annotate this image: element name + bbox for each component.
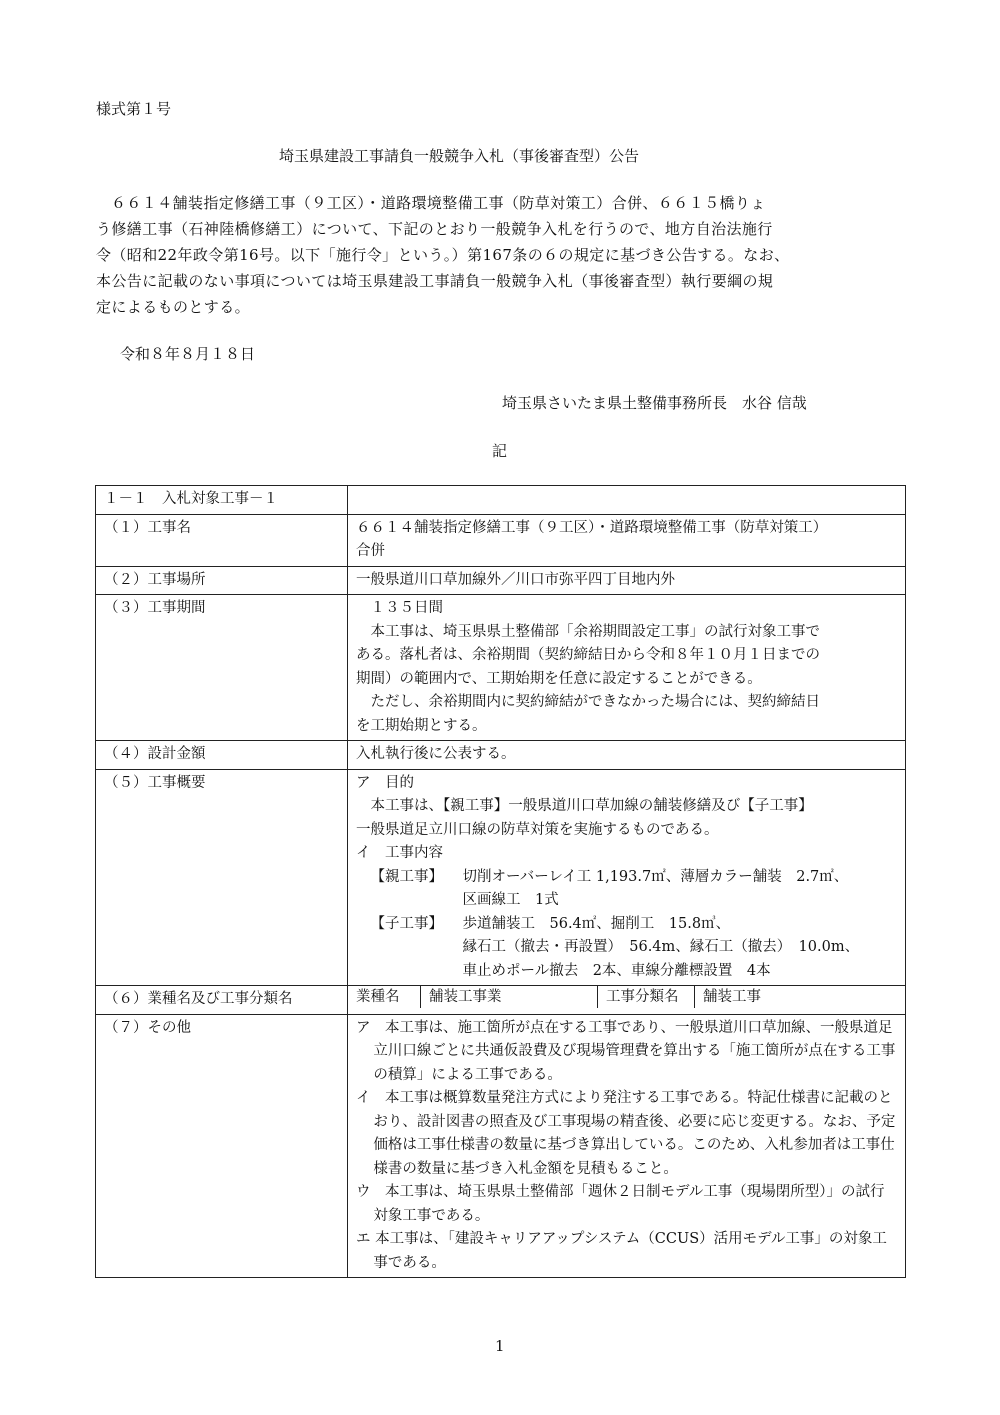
parent-work: 【親工事】 切削オーバーレイ工 1,193.7㎡、薄層カラー舗装 2.7㎡、 区画線工 1式 xyxy=(370,868,849,908)
table-row xyxy=(96,486,906,515)
industry-value: 舗装工事業 xyxy=(421,986,598,1008)
industry-key: 業種名 xyxy=(348,986,421,1008)
label-work-name: （１）工事名 xyxy=(96,514,348,566)
bid-table xyxy=(95,485,906,1278)
notice-date: 令和８年８月１８日 xyxy=(120,345,256,363)
other-item: イ 本工事は概算数量発注方式により発注する工事である。特記仕様書に記載のとおり、設計図書の照査及び工事現場の精査後、必要に応じ変更する。なお、予定価格は工事仕様書の数量に基づき算出している。このため、入札参加者は工事仕様書の数量に基づき入札金額を見積もること。 xyxy=(356,1090,896,1177)
value-work-summary: ア 目的 本工事は、【親工事】一般県道川口草加線の舗装修繕及び【子工事】 一般県道足立川口線の防草対策を実施するものである。 イ 工事内容 【親工事】 切削オーバーレイ工 1,193.7㎡、薄層カラー舗装 2.7㎡、 区画線工 1式 【子工事】 歩道舗装工 56.4㎡、掘削工 15.8㎥、 縁石工（撤去・再設置） 56.4m、縁石工（撤去） 10.0m、 車止めポール撤去 2本、車線分離標設置 4本 xyxy=(348,769,906,986)
label-work-summary: （５）工事概要 xyxy=(96,769,348,986)
table-row xyxy=(96,595,906,741)
intro-line: 令（昭和22年政令第16号。以下「施行令」という。）第167条の６の規定に基づき公告する。なお、 xyxy=(96,246,790,264)
value-work-location: 一般県道川口草加線外／川口市弥平四丁目地内外 xyxy=(348,566,906,595)
ki-heading: 記 xyxy=(492,442,508,460)
label-design-amount: （４）設計金額 xyxy=(96,741,348,770)
section-header: １－１ 入札対象工事－１ xyxy=(96,486,348,515)
form-number: 様式第１号 xyxy=(96,100,172,118)
table-row xyxy=(96,741,906,770)
page-number: 1 xyxy=(495,1337,505,1355)
label-other: （７）その他 xyxy=(96,1014,348,1278)
table-row xyxy=(96,1014,906,1278)
child-work: 【子工事】 歩道舗装工 56.4㎡、掘削工 15.8㎥、 縁石工（撤去・再設置） 56.4m、縁石工（撤去） 10.0m、 車止めポール撤去 2本、車線分離標設置 4本 xyxy=(370,915,860,979)
intro-line: 本公告に記載のない事項については埼玉県建設工事請負一般競争入札（事後審査型）執行要綱の規 xyxy=(96,272,774,290)
intro-line: う修繕工事（石神陸橋修繕工）について、下記のとおり一般競争入札を行うので、地方自治法施行 xyxy=(96,220,773,238)
table-row xyxy=(96,986,906,1015)
label-category: （６）業種名及び工事分類名 xyxy=(96,986,348,1015)
value-work-period: １３５日間 本工事は、埼玉県県土整備部「余裕期間設定工事」の試行対象工事で ある。落札者は、余裕期間（契約締結日から令和８年１０月１日までの 期間）の範囲内で、工期始期を任意に設定することができる。 ただし、余裕期間内に契約締結ができなかった場合には、契約締結日 を工期始期とする。 xyxy=(348,595,906,741)
intro-line: ６６１４舗装指定修繕工事（９工区）・道路環境整備工事（防草対策工）合併、６６１５橋りょ xyxy=(111,194,766,212)
intro-paragraph xyxy=(96,190,910,320)
value-other xyxy=(348,1014,906,1278)
other-item: ウ 本工事は、埼玉県県土整備部「週休２日制モデル工事（現場閉所型）」の試行対象工事である。 xyxy=(356,1184,885,1224)
class-key: 工事分類名 xyxy=(598,986,695,1008)
value-work-name: ６６１４舗装指定修繕工事（９工区）・道路環境整備工事（防草対策工） 合併 xyxy=(348,514,906,566)
other-item: ア 本工事は、施工箇所が点在する工事であり、一般県道川口草加線、一般県道足立川口線ごとに共通仮設費及び現場管理費を算出する「施工箇所が点在する工事の積算」による工事である。 xyxy=(356,1019,896,1083)
other-item: エ 本工事は、「建設キャリアアップシステム（CCUS）活用モデル工事」の対象工事である。 xyxy=(356,1231,887,1271)
class-value: 舗装工事 xyxy=(703,989,761,1005)
table-row xyxy=(96,514,906,566)
label-work-location: （２）工事場所 xyxy=(96,566,348,595)
table-row xyxy=(96,769,906,986)
table-row xyxy=(96,566,906,595)
value-design-amount: 入札執行後に公表する。 xyxy=(348,741,906,770)
document-title: 埼玉県建設工事請負一般競争入札（事後審査型）公告 xyxy=(279,147,640,165)
label-work-period: （３）工事期間 xyxy=(96,595,348,741)
issuer: 埼玉県さいたま県土整備事務所長 水谷 信哉 xyxy=(502,394,807,412)
intro-line: 定によるものとする。 xyxy=(96,298,251,316)
value-category xyxy=(348,986,906,1015)
